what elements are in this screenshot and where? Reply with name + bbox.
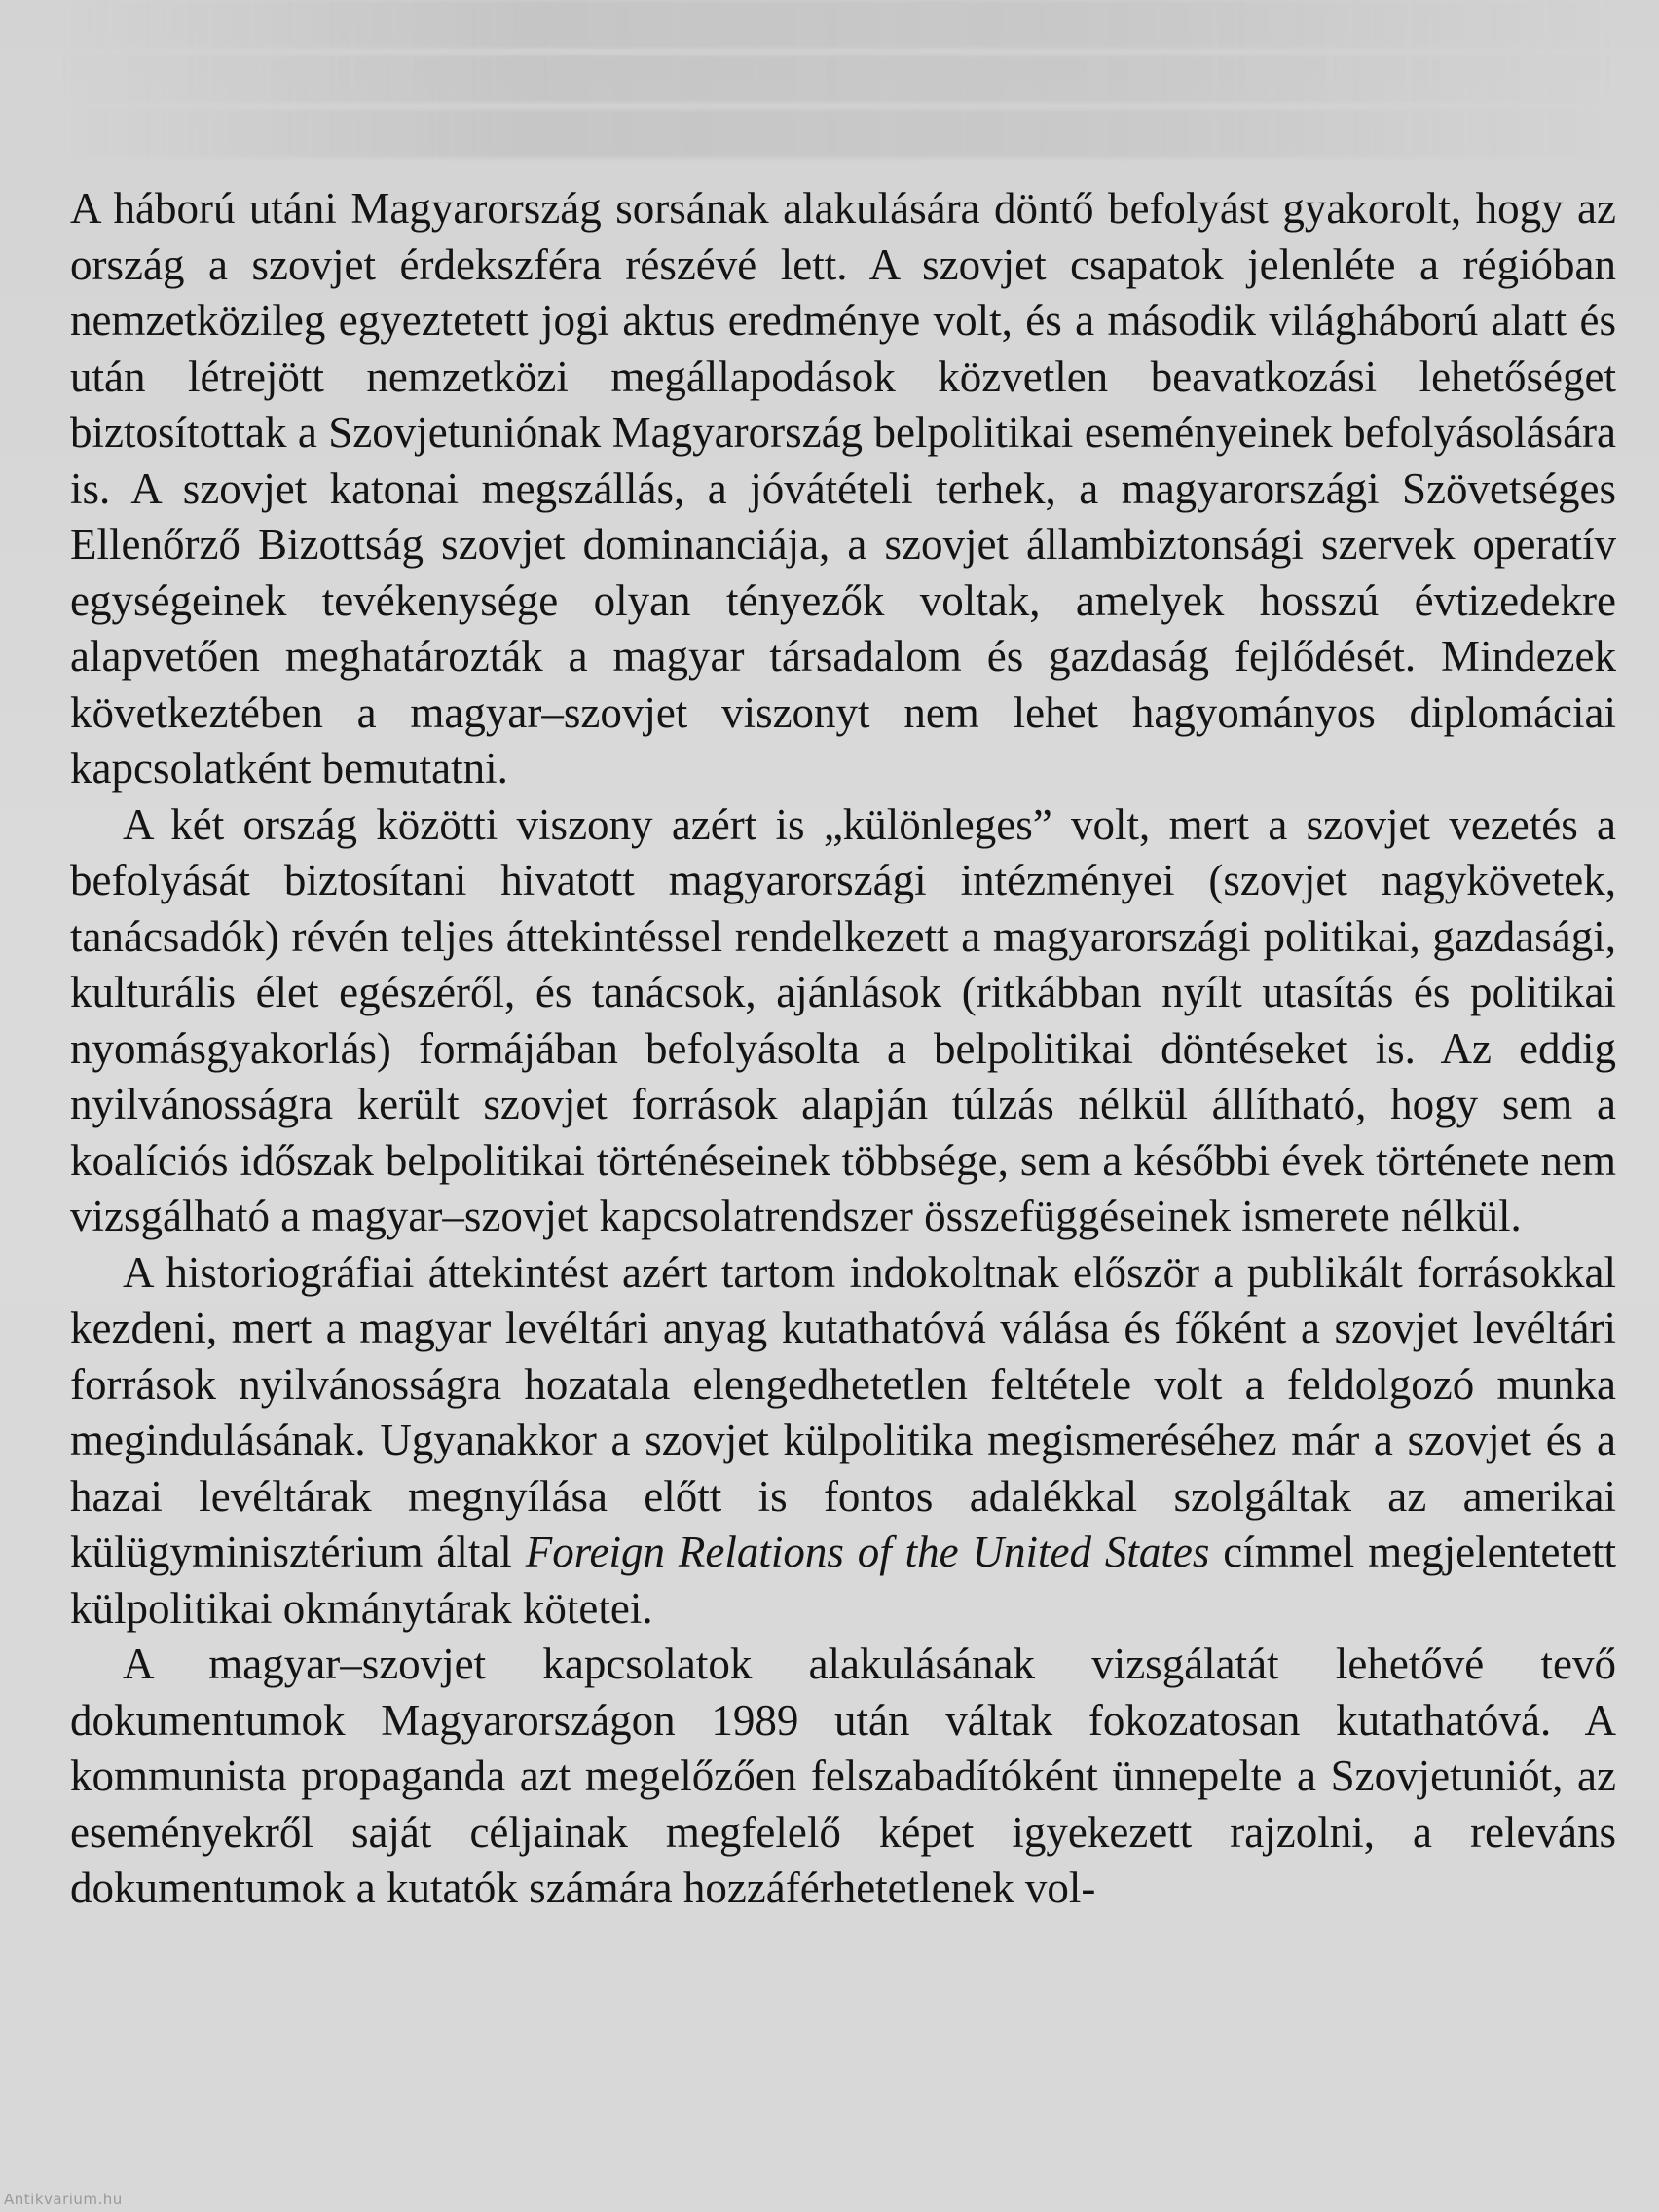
watermark: Antikvarium.hu	[4, 2191, 123, 2208]
paragraph-3-italic-title: Foreign Relations of the United States	[525, 1528, 1210, 1576]
paragraph-2: A két ország közötti viszony azért is „különleges” volt, mert a szovjet vezetés a befolyását biztosítani hivatott magyarországi intézményei (szovjet nagykövetek, tanácsadók) révén teljes áttekintéssel rendelkezett a magyarországi politikai, gazdasági, kulturális élet egészéről, és tanácsok, ajánlások (ritkábban nyílt utasítás és politikai nyomásgyakorlás) formájában befolyásolta a belpolitikai döntéseket is. Az eddig nyilvánosságra került szovjet források alapján túlzás nélkül állítható, hogy sem a koalíciós időszak belpolitikai történéseinek többsége, sem a későbbi évek története nem vizsgálható a magyar–szovjet kapcsolatrendszer összefüggéseinek ismerete nélkül.	[70, 799, 1616, 1240]
paragraph-3-text-before: A historiográfiai áttekintést azért tartom indokoltnak először a publikált forrásokkal kezdeni, mert a magyar levéltári anyag kutathatóvá válása és főként a szovjet levéltári források nyilvánosságra hozatala elengedhetetlen feltétele volt a feldolgozó munka megindulásának. Ugyanakkor a szovjet külpolitika megismeréséhez már a szovjet és a hazai levéltárak megnyílása előtt is fontos adalékkal szolgáltak az amerikai külügyminisztérium által	[70, 1247, 1616, 1576]
bleed-through-text	[58, 0, 1616, 166]
paragraph-1: A háború utáni Magyarország sorsának alakulására döntő befolyást gyakorolt, hogy az ország a szovjet érdekszféra részévé lett. A szovjet csapatok jelenléte a régióban nemzetközileg egyeztetett jogi aktus eredménye volt, és a második világháború alatt és után létrejött nemzetközi megállapodások közvetlen beavatkozási lehetőséget biztosítottak a Szovjetuniónak Magyarország belpolitikai eseményeinek befolyásolására is. A szovjet katonai megszállás, a jóvátételi terhek, a magyarországi Szövetséges Ellenőrző Bizottság szovjet dominanciája, a szovjet állambiztonsági szervek operatív egységeinek tevékenysége olyan tényezők voltak, amelyek hosszú évtizedekre alapvetően meghatározták a magyar társadalom és gazdaság fejlődését. Mindezek következtében a magyar–szovjet viszonyt nem lehet hagyományos diplomáciai kapcsolatként bemutatni.	[70, 184, 1616, 793]
paragraph-3	[70, 1245, 1616, 1638]
paragraph-4: A magyar–szovjet kapcsolatok alakulásának vizsgálatát lehetővé tevő dokumentumok Magyarországon 1989 után váltak fokozatosan kutathatóvá. A kommunista propaganda azt megelőzően felszabadítóként ünnepelte a Szovjetuniót, az eseményekről saját céljainak megfelelő képet igyekezett rajzolni, a releváns dokumentumok a kutatók számára hozzáférhetetlenek vol-	[70, 1640, 1616, 1912]
paragraph-3-text-after: címmel megjelentetett külpolitikai okmánytárak kötetei.	[70, 1528, 1617, 1633]
body-text	[70, 181, 1616, 1917]
